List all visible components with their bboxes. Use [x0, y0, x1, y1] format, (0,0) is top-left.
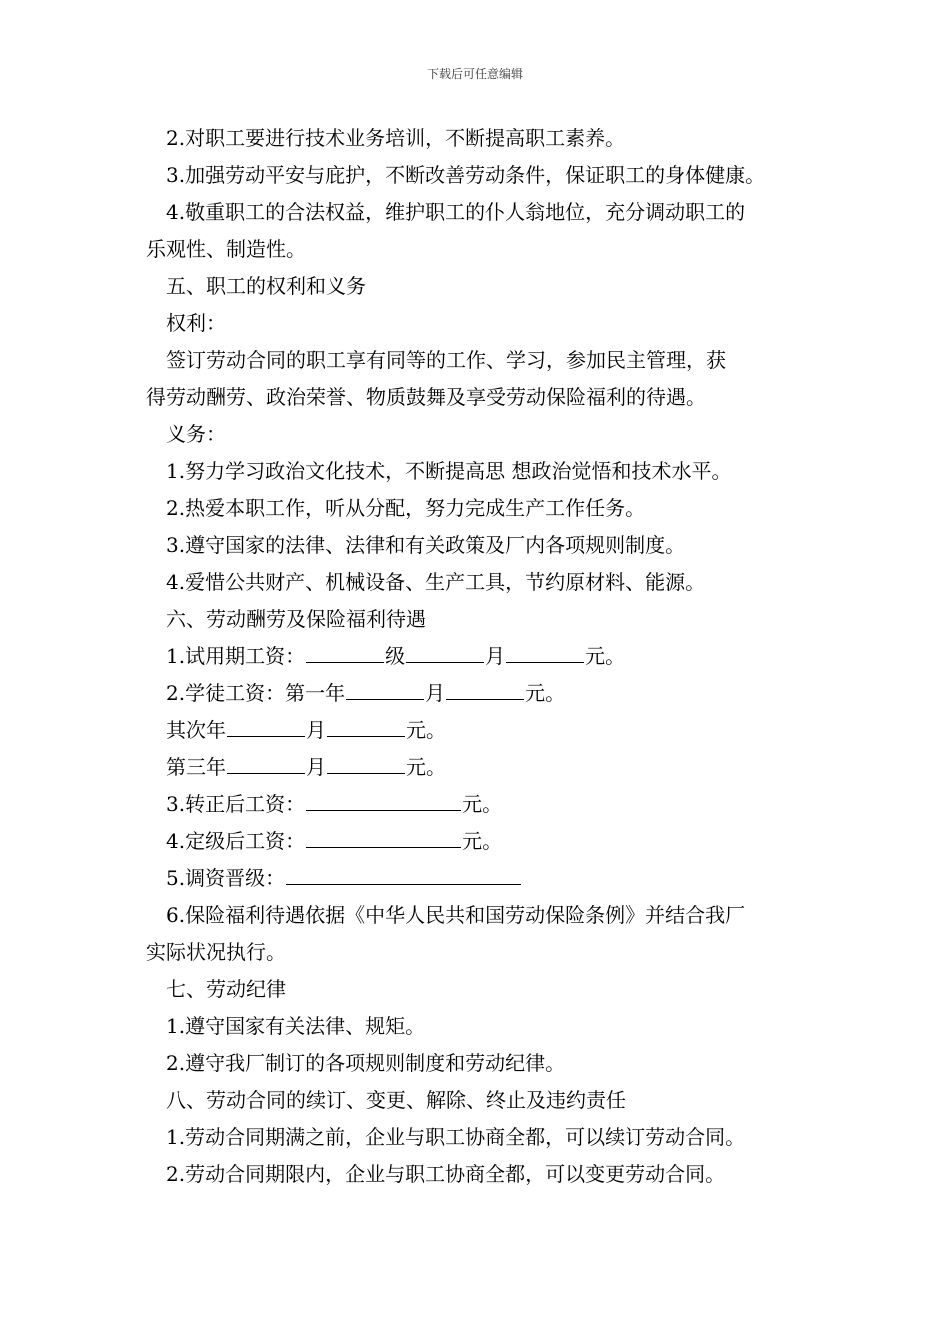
raise-line — [146, 860, 826, 897]
third-year-label: 第三年 — [166, 755, 226, 779]
third-year-month-blank[interactable] — [227, 749, 305, 774]
graded-salary-line — [146, 823, 826, 860]
grade-label: 级 — [385, 644, 406, 668]
paragraph-line: 1.劳动合同期满之前，企业与职工协商全都，可以续订劳动合同。 — [166, 1125, 746, 1149]
apprentice-first-amount-blank[interactable] — [446, 675, 524, 700]
trial-grade-blank[interactable] — [306, 638, 384, 663]
raise-blank[interactable] — [286, 860, 521, 885]
section-heading: 七、劳动纪律 — [166, 977, 286, 1001]
graded-salary-label: 4.定级后工资： — [166, 829, 306, 853]
paragraph-line: 1.努力学习政治文化技术，不断提高思 想政治觉悟和技术水平。 — [166, 459, 732, 483]
yuan-label: 元。 — [585, 644, 626, 668]
paragraph-line: 6.保险福利待遇依据《中华人民共和国劳动保险条例》并结合我厂 — [166, 903, 746, 927]
paragraph-line: 2.劳动合同期限内，企业与职工协商全都，可以变更劳动合同。 — [166, 1162, 726, 1186]
month-label: 月 — [425, 681, 446, 705]
paragraph-line: 签订劳动合同的职工享有同等的工作、学习，参加民主管理，获 — [166, 348, 726, 372]
page-header-note: 下载后可任意编辑 — [426, 67, 523, 81]
trial-amount-blank[interactable] — [506, 638, 584, 663]
month-label: 月 — [485, 644, 506, 668]
yuan-label: 元。 — [462, 792, 503, 816]
yuan-label: 元。 — [406, 755, 446, 779]
regular-salary-blank[interactable] — [306, 786, 461, 811]
paragraph-line: 乐观性、制造性。 — [146, 237, 306, 261]
section-heading: 六、劳动酬劳及保险福利待遇 — [166, 607, 426, 631]
paragraph-line: 2.遵守我厂制订的各项规则制度和劳动纪律。 — [166, 1051, 566, 1075]
trial-month-blank[interactable] — [406, 638, 484, 663]
paragraph-line: 4.敬重职工的合法权益，维护职工的仆人翁地位，充分调动职工的 — [166, 200, 746, 224]
regular-salary-label: 3.转正后工资： — [166, 792, 306, 816]
yuan-label: 元。 — [462, 829, 503, 853]
trial-salary-line — [146, 638, 826, 675]
second-year-label: 其次年 — [166, 718, 226, 742]
paragraph-line: 4.爱惜公共财产、机械设备、生产工具，节约原材料、能源。 — [166, 570, 706, 594]
section-heading: 八、劳动合同的续订、变更、解除、终止及违约责任 — [166, 1088, 626, 1112]
third-year-amount-blank[interactable] — [327, 749, 405, 774]
apprentice-salary-line — [146, 675, 826, 712]
month-label: 月 — [306, 755, 326, 779]
yuan-label: 元。 — [406, 718, 446, 742]
second-year-month-blank[interactable] — [227, 712, 305, 737]
regular-salary-line — [146, 786, 826, 823]
yuan-label: 元。 — [525, 681, 566, 705]
paragraph-line: 1.遵守国家有关法律、规矩。 — [166, 1014, 426, 1038]
paragraph-line: 2.对职工要进行技术业务培训，不断提高职工素养。 — [166, 126, 626, 150]
graded-salary-blank[interactable] — [306, 823, 461, 848]
apprentice-first-month-blank[interactable] — [346, 675, 424, 700]
second-year-salary-line — [146, 712, 826, 749]
third-year-salary-line — [146, 749, 826, 786]
month-label: 月 — [306, 718, 326, 742]
subsection-heading: 权利： — [166, 311, 226, 335]
subsection-heading: 义务： — [166, 422, 226, 446]
paragraph-line: 3.遵守国家的法律、法律和有关政策及厂内各项规则制度。 — [166, 533, 686, 557]
section-heading: 五、职工的权利和义务 — [166, 274, 366, 298]
second-year-amount-blank[interactable] — [327, 712, 405, 737]
apprentice-salary-label: 2.学徒工资：第一年 — [166, 681, 346, 705]
paragraph-line: 2.热爱本职工作，听从分配，努力完成生产工作任务。 — [166, 496, 646, 520]
paragraph-line: 3.加强劳动平安与庇护，不断改善劳动条件，保证职工的身体健康。 — [166, 163, 766, 187]
paragraph-line: 实际状况执行。 — [146, 940, 286, 964]
contract-body — [146, 120, 826, 1193]
raise-label: 5.调资晋级： — [166, 866, 286, 890]
paragraph-line: 得劳动酬劳、政治荣誉、物质鼓舞及享受劳动保险福利的待遇。 — [146, 385, 706, 409]
trial-salary-label: 1.试用期工资： — [166, 644, 306, 668]
